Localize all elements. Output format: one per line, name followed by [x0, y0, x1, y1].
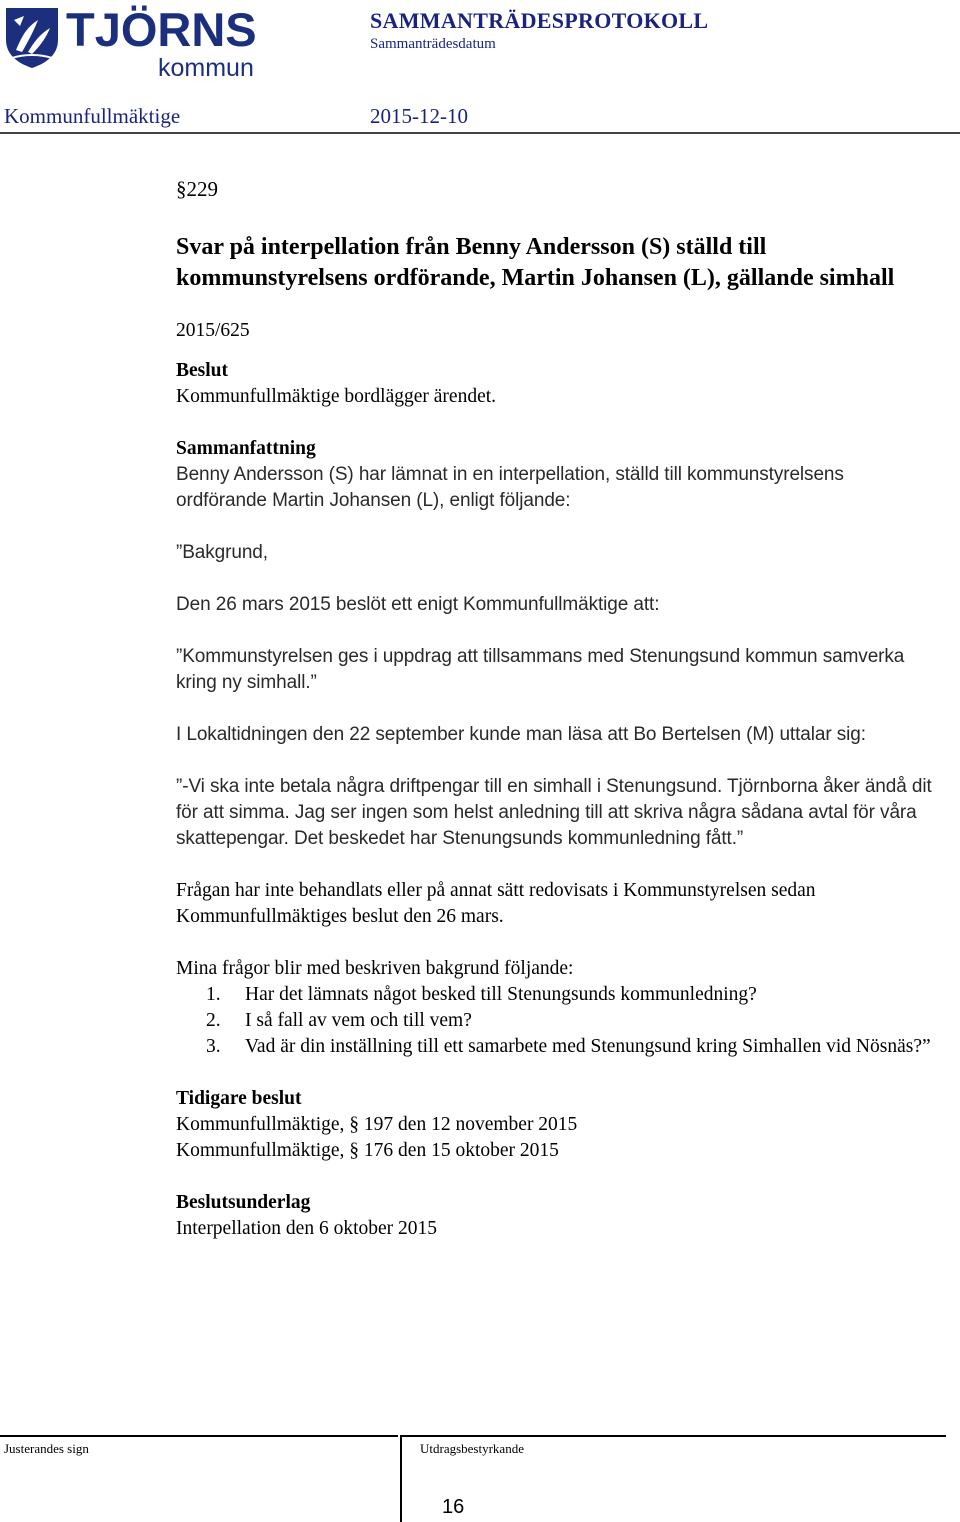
previous-decision: Kommunfullmäktige, § 176 den 15 oktober 2015: [176, 1140, 559, 1161]
beslut-text: Kommunfullmäktige bordlägger ärendet.: [176, 386, 497, 407]
decision-basis-heading: Beslutsunderlag: [176, 1192, 311, 1213]
case-number: 2015/625: [176, 320, 250, 341]
paragraph-5: Frågan har inte behandlats eller på annat sätt redovisats i Kommunstyrelsen sedan Kommunfullmäktiges beslut den 26 mars.: [176, 880, 816, 927]
footer-divider-left: [0, 1435, 398, 1437]
previous-decisions-heading: Tidigare beslut: [176, 1088, 302, 1109]
document-body: [176, 176, 936, 1242]
footer-separator: [400, 1435, 402, 1522]
meeting-date-label: Sammanträdesdatum: [370, 36, 496, 52]
questions-list: [176, 982, 936, 1060]
decision-basis-text: Interpellation den 6 oktober 2015: [176, 1218, 438, 1239]
signature-label: Justerandes sign: [4, 1441, 89, 1456]
summary-heading: Sammanfattning: [176, 438, 316, 459]
paragraph-1: Den 26 mars 2015 beslöt ett enigt Kommunfullmäktige att:: [176, 594, 660, 615]
summary-text: Benny Andersson (S) har lämnat in en interpellation, ställd till kommunstyrelsens ordförande Martin Johansen (L), enligt följande:: [176, 464, 844, 511]
beslut-heading: Beslut: [176, 360, 229, 381]
section-number: §229: [176, 177, 218, 201]
previous-decision: Kommunfullmäktige, § 197 den 12 november 2015: [176, 1114, 578, 1135]
paragraph-2: ”Kommunstyrelsen ges i uppdrag att tillsammans med Stenungsund kommun samverka kring ny simhall.”: [176, 646, 905, 693]
list-item: 2. I så fall av vem och till vem?: [206, 1010, 472, 1031]
logo-wordmark: TJÖRNS: [66, 3, 257, 56]
list-item: 1. Har det lämnats något besked till Stenungsunds kommunledning?: [206, 984, 757, 1005]
coat-of-arms-icon: [4, 6, 60, 70]
bakgrund-text: ”Bakgrund,: [176, 542, 268, 563]
questions-intro: Mina frågor blir med beskriven bakgrund följande:: [176, 958, 574, 979]
logo-subtitle: kommun: [158, 54, 254, 82]
page-number: 16: [442, 1496, 465, 1518]
certification-label: Utdragsbestyrkande: [420, 1441, 524, 1456]
section-title: Svar på interpellation från Benny Andersson (S) ställd till kommunstyrelsens ordförande, Martin Johansen (L), gällande simhall: [176, 234, 895, 291]
footer-divider-right: [402, 1435, 946, 1437]
meeting-date: 2015-12-10: [370, 104, 468, 128]
governing-body: Kommunfullmäktige: [4, 104, 181, 128]
list-item: 3. Vad är din inställning till ett samarbete med Stenungsund kring Simhallen vid Nösnäs?”: [206, 1036, 931, 1057]
paragraph-4: ”-Vi ska inte betala några driftpengar till en simhall i Stenungsund. Tjörnborna åker ändå dit för att simma. Jag ser ingen som helst anledning till att skriva några sådana avtal för våra skattepengar. Det beskedet har Stenungsunds kommunledning fått.”: [176, 776, 932, 849]
section-number-value: 229: [186, 177, 218, 201]
document-type: SAMMANTRÄDESPROTOKOLL: [370, 8, 709, 33]
paragraph-3: I Lokaltidningen den 22 september kunde man läsa att Bo Bertelsen (M) uttalar sig:: [176, 724, 866, 745]
header-divider: [0, 132, 960, 134]
